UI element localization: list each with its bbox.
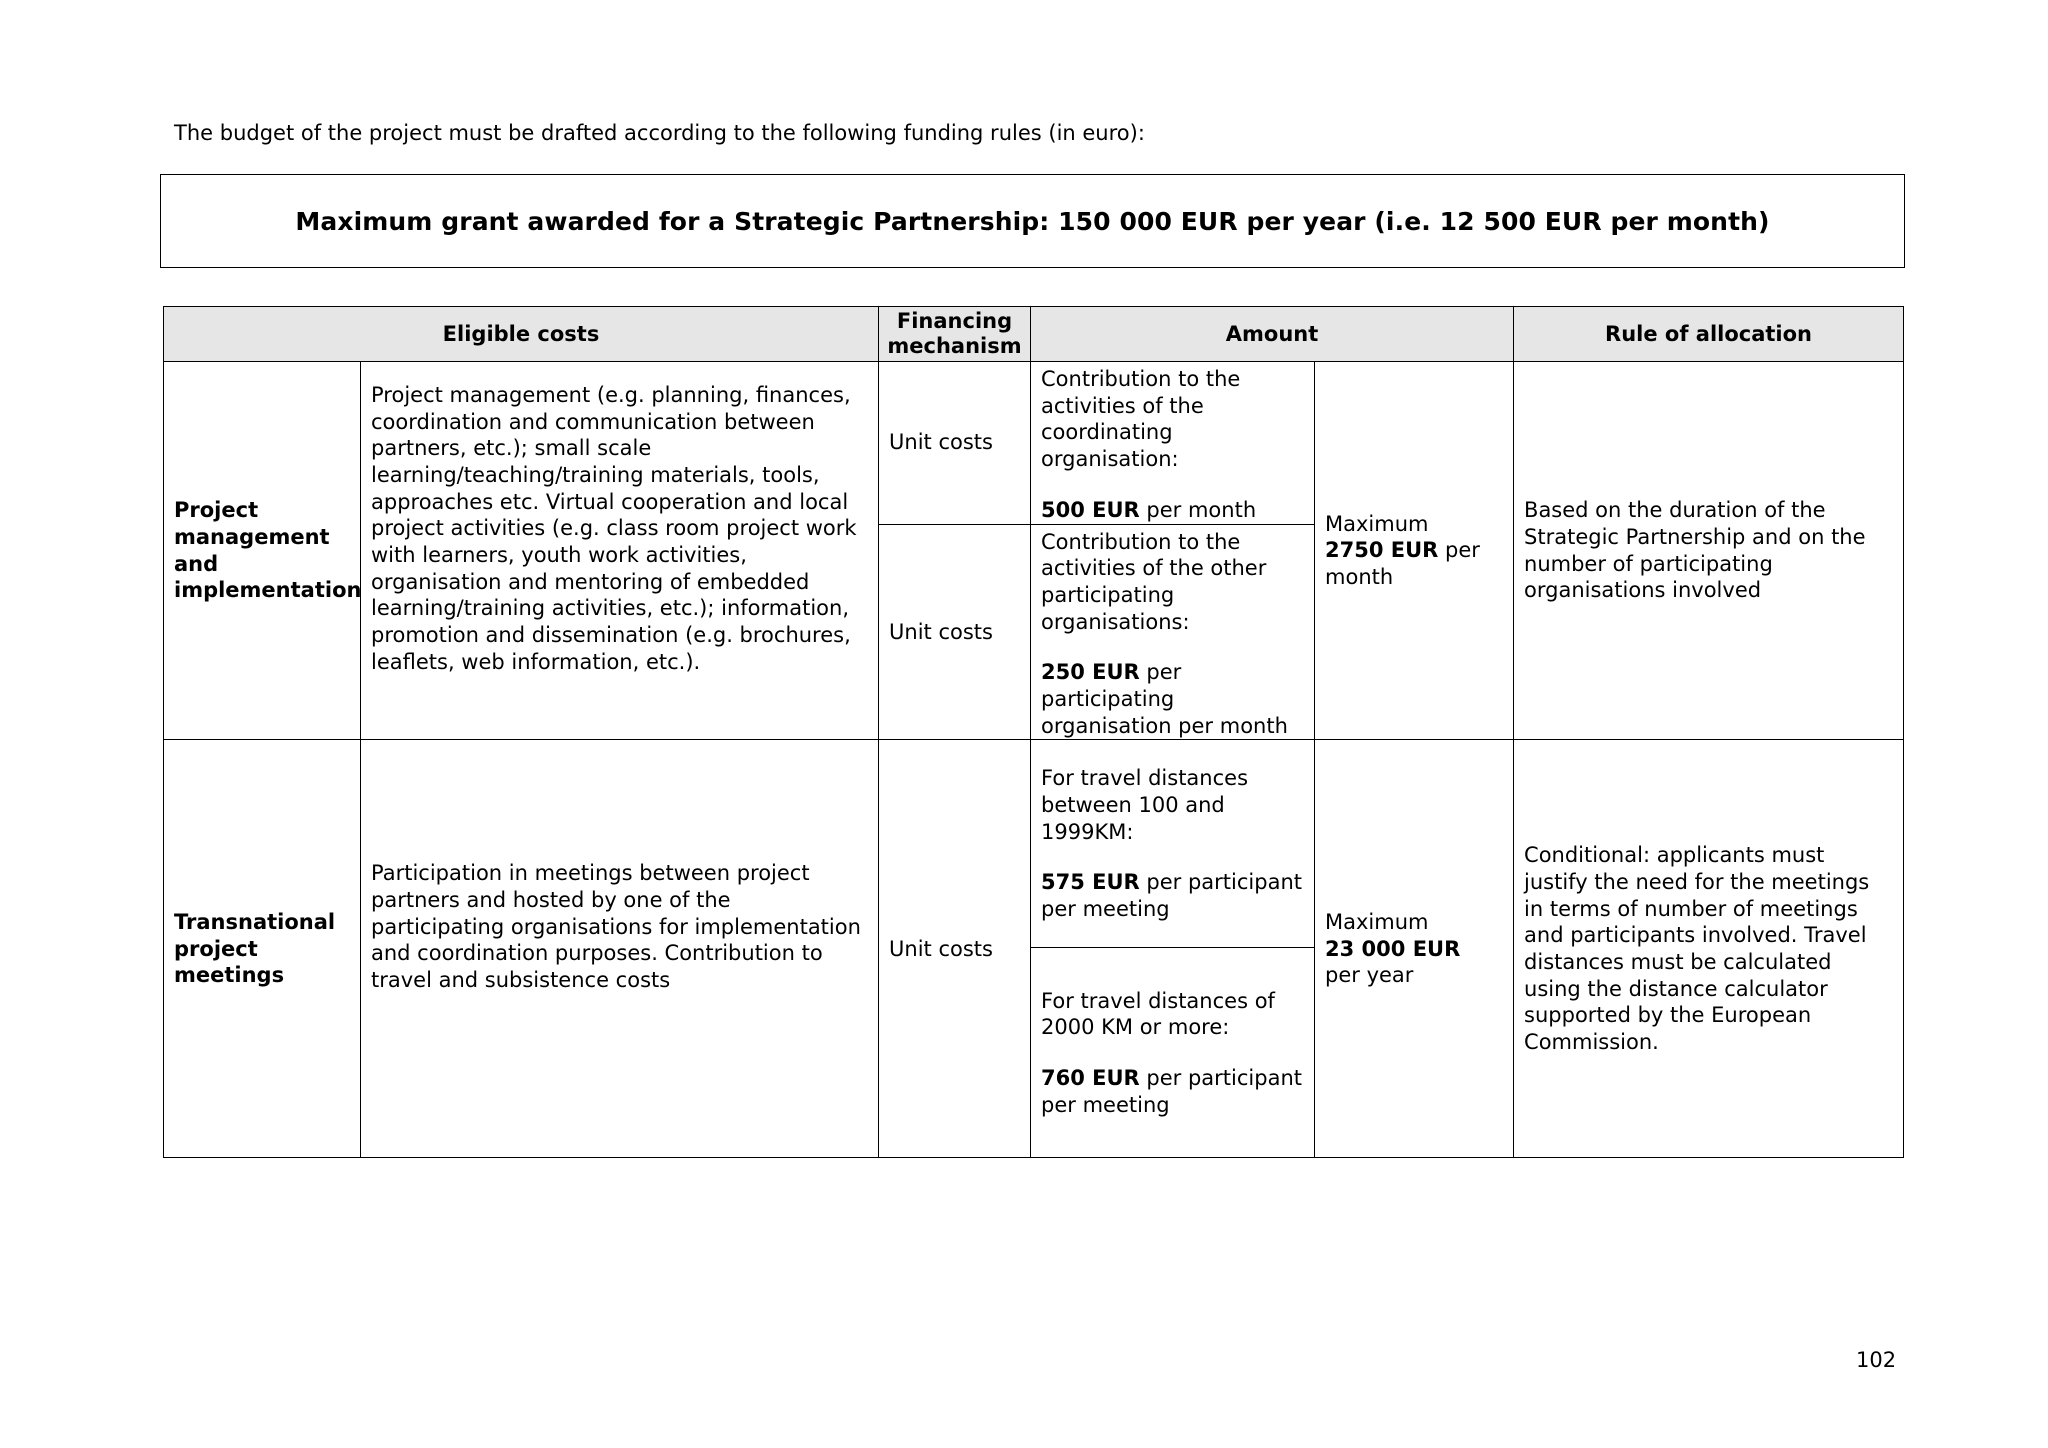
rule-project-management: Based on the duration of the Strategic Partnership and on the number of participating organisations involved bbox=[1514, 362, 1904, 740]
table-row bbox=[164, 362, 1904, 525]
mechanism-coordinating: Unit costs bbox=[879, 362, 1031, 525]
header-financing-mechanism: Financing mechanism bbox=[879, 307, 1031, 362]
header-rule-of-allocation: Rule of allocation bbox=[1514, 307, 1904, 362]
amount-other-value: 250 EUR per participating organisation per month bbox=[1041, 660, 1288, 738]
category-transnational-meetings: Transnational project meetings bbox=[164, 740, 361, 1158]
amount-other-organisations bbox=[1031, 524, 1315, 740]
maximum-value: 2750 EUR per month bbox=[1325, 538, 1480, 590]
amount-coordinating bbox=[1031, 362, 1315, 525]
header-amount: Amount bbox=[1031, 307, 1514, 362]
mechanism-other-organisations: Unit costs bbox=[879, 524, 1031, 740]
maximum-grant-text: Maximum grant awarded for a Strategic Partnership: 150 000 EUR per year (i.e. 12 500 EUR per month) bbox=[295, 206, 1770, 236]
category-project-management: Project management and implementation bbox=[164, 362, 361, 740]
amount-long-distance-text: For travel distances of 2000 KM or more: bbox=[1041, 988, 1275, 1040]
amount-coordinating-text: Contribution to the activities of the coordinating organisation: bbox=[1041, 367, 1241, 472]
amount-long-distance bbox=[1031, 948, 1315, 1158]
description-project-management: Project management (e.g. planning, finances, coordination and communication between partners, etc.); small scale learning/teaching/training materials, tools, approaches etc. Virtual cooperation and local project activities (e.g. class room project work with learners, youth work activities, organisation and mentoring of embedded learning/training activities, etc.); information, promotion and dissemination (e.g. brochures, leaflets, web information, etc.). bbox=[361, 362, 879, 740]
maximum-suffix: per year bbox=[1325, 963, 1414, 988]
amount-coordinating-value: 500 EUR per month bbox=[1041, 497, 1257, 522]
header-eligible-costs: Eligible costs bbox=[164, 307, 879, 362]
mechanism-transnational-meetings: Unit costs bbox=[879, 740, 1031, 1158]
maximum-value: 23 000 EUR bbox=[1325, 936, 1461, 961]
table-row bbox=[164, 740, 1904, 948]
maximum-grant-box bbox=[160, 174, 1905, 268]
table-header-row bbox=[164, 307, 1904, 362]
maximum-prefix: Maximum bbox=[1325, 511, 1429, 536]
description-transnational-meetings: Participation in meetings between project partners and hosted by one of the participating organisations for implementation and coordination purposes. Contribution to travel and subsistence costs bbox=[361, 740, 879, 1158]
amount-short-distance-text: For travel distances between 100 and 1999KM: bbox=[1041, 766, 1249, 844]
rule-transnational-meetings: Conditional: applicants must justify the need for the meetings in terms of number of meetings and participants involved. Travel distances must be calculated using the distance calculator supported by the European Commission. bbox=[1514, 740, 1904, 1158]
page-number: 102 bbox=[1856, 1348, 1897, 1372]
maximum-project-management bbox=[1315, 362, 1514, 740]
amount-short-distance-value: 575 EUR per participant per meeting bbox=[1041, 870, 1302, 921]
intro-text: The budget of the project must be drafted according to the following funding rules (in euro): bbox=[174, 121, 1145, 145]
funding-rules-table bbox=[163, 306, 1904, 1158]
maximum-prefix: Maximum bbox=[1325, 909, 1429, 934]
amount-short-distance bbox=[1031, 740, 1315, 948]
amount-long-distance-value: 760 EUR per participant per meeting bbox=[1041, 1065, 1302, 1117]
amount-other-text: Contribution to the activities of the other participating organisations: bbox=[1041, 529, 1267, 634]
maximum-transnational-meetings bbox=[1315, 740, 1514, 1158]
